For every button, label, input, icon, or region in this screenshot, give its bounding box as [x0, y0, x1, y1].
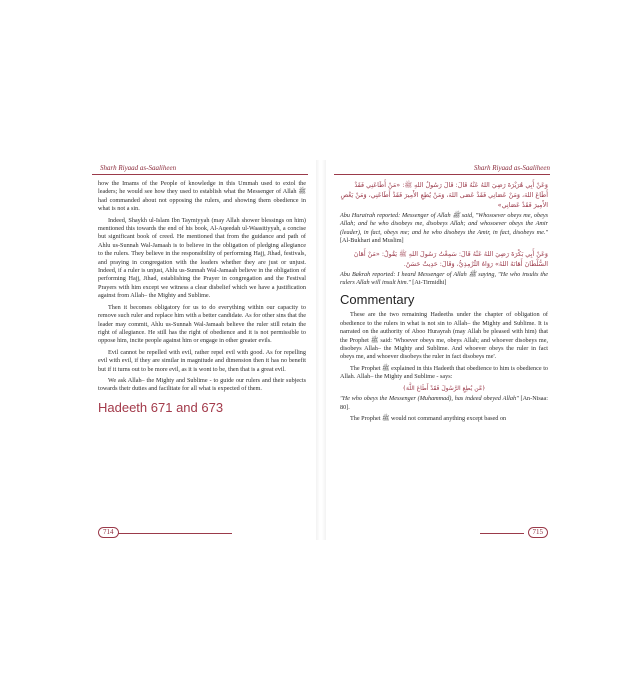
hadeeth-translation: Abu Bakrah reported: I heard Messenger of Allah ﷺ saying, "He who insults the rulers Allah will insult him." [At-Tirmidhi] [340, 270, 548, 287]
quran-verse: ﴿مَّن يُطِعِ الرَّسُولَ فَقَدْ أَطَاعَ اللَّهَ﴾ [402, 384, 486, 392]
header-rule [92, 174, 308, 175]
quran-reference: [An-Nisaa: 80]. [340, 395, 549, 411]
footer-rule [118, 533, 232, 534]
arabic-hadeeth: وَعَنْ أَبِي هُرَيْرَةَ رَضِيَ اللهُ عَنْهُ قَالَ: قَالَ رَسُولُ اللهِ ﷺ: «مَنْ أَطَاعَنِي فَقَدْ أَطَاعَ اللهَ، وَمَنْ عَصَانِي فَقَدْ عَصَى اللهَ، وَمَنْ يُطِعِ الأَمِيرَ فَقَدْ أَطَاعَنِي، وَمَنْ يَعْصِ الأَمِيرَ فَقَدْ عَصَانِي» [340, 181, 548, 209]
paragraph: Indeed, Shaykh ul-Islam Ibn Taymiyyah (may Allah shower blessings on him) mentioned this towards the end of his book, Al-Aqeedah ul-Waasitiyyah, a concise but significant book of creed. He mentioned that from the guidance and path of Ahlu us-Sunnah Wal-Jamaah is to believe in the obligation of pledging allegiance to the rulers. They believe in the responsibility of performing Hajj, Jihad, festivals, and praying in congregation with the leaders whether they are just or unjust. Indeed, if a ruler is unjust, Ahlu us-Sunnah Wal-Jamaah believe in the obligation of performing Hajj, Jihad, establishing the Prayer in congregation and the Festival Prayers with him except we witness a clear disbelief which we have a justification against from Allah– the Mighty and Sublime. [98, 216, 306, 300]
paragraph: These are the two remaining Hadeeths under the chapter of obligation of obedience to the rulers in what is not sin to Allah– the Mighty and Sublime. It is narrated on the authority of Aboo Hurayrah (may Allah be pleased with him) that the Prophet ﷺ said: 'Whoever obeys me, obeys Allah; and whoever disobeys me, disobeys Allah– the Mighty and Sublime. And whoever obeys the ruler in fact obeys me, and whoever disobeys the ruler in fact disobeys me'. [340, 311, 549, 361]
page-body [98, 180, 306, 419]
header-rule [334, 174, 550, 175]
paragraph: Then it becomes obligatory for us to do everything within our capacity to remove such ruler and replace him with a better candidate. As for other sins that the leader may commit, Ahlu us-Sunnah Wal-Jamaah believe the ruler still retain the right of allegiance. He still has the right of obedience and it is not permissible to oppose him, incite people against him or engage in other greater evils. [98, 303, 306, 345]
quran-translation: "He who obeys the Messenger (Muhammad), has indeed obeyed Allah" [An-Nisaa: 80]. [340, 395, 549, 411]
running-head: Sharh Riyaad as-Saaliheen [473, 164, 550, 172]
hadeeth-source: [Al-Bukhari and Muslim] [340, 237, 404, 245]
hadeeth-translation: Abu Hurairah reported: Messenger of Allah ﷺ said, "Whosoever obeys me, obeys Allah; and he who disobeys me, disobeys Allah; and whosoever obeys the Amir (leader), in fact, obeys me; and he who disobeys the Amir, in fact, disobeys me." [Al-Bukhari and Muslim] [340, 212, 548, 245]
paragraph: Evil cannot be repelled with evil, rather repel evil with good. As for repelling evil with evil, if they are similar in magnitude and dimension then it has no benefit but if it turns out to be more evil, as it is wont to be, then that is a great evil. [98, 348, 306, 373]
right-page [330, 160, 558, 540]
hadeeth-source: [At-Tirmidhi] [412, 279, 447, 287]
arabic-hadeeth: وَعَنْ أَبِي بَكْرَةَ رَضِيَ اللهُ عَنْهُ قَالَ: سَمِعْتُ رَسُولَ اللهِ ﷺ يَقُولُ: «مَنْ أَهَانَ السُّلْطَانَ أَهَانَهُ اللهُ» رَوَاهُ التِّرْمِذِيُّ، وَقَالَ: حَدِيثٌ حَسَنٌ. [353, 249, 548, 268]
book-gutter [316, 160, 326, 540]
section-heading: Commentary [340, 292, 415, 308]
page-number: 714 [98, 527, 119, 538]
paragraph: We ask Allah– the Mighty and Sublime - to guide our rulers and their subjects towards their duties and facilitate for all what is expected of them. [98, 376, 306, 393]
paragraph: The Prophet ﷺ explained in this Hadeeth that obedience to him is obedience to Allah. Allah– the Mighty and Sublime - says: [340, 364, 549, 381]
section-heading: Hadeeth 671 and 673 [98, 399, 224, 415]
paragraph: how the Imams of the People of knowledge in this Ummah used to extol the leaders; he would see how they used to establish what the Messenger of Allah ﷺ had commanded about not opposing the rulers, and showing them obedience in what is not a sin. [98, 180, 306, 213]
footer-rule [480, 533, 524, 534]
left-page [84, 160, 312, 540]
page-number: 715 [528, 527, 549, 538]
paragraph: The Prophet ﷺ would not command anything except based on [350, 414, 507, 422]
page-body [340, 180, 548, 426]
running-head: Sharh Riyaad as-Saaliheen [100, 164, 177, 172]
